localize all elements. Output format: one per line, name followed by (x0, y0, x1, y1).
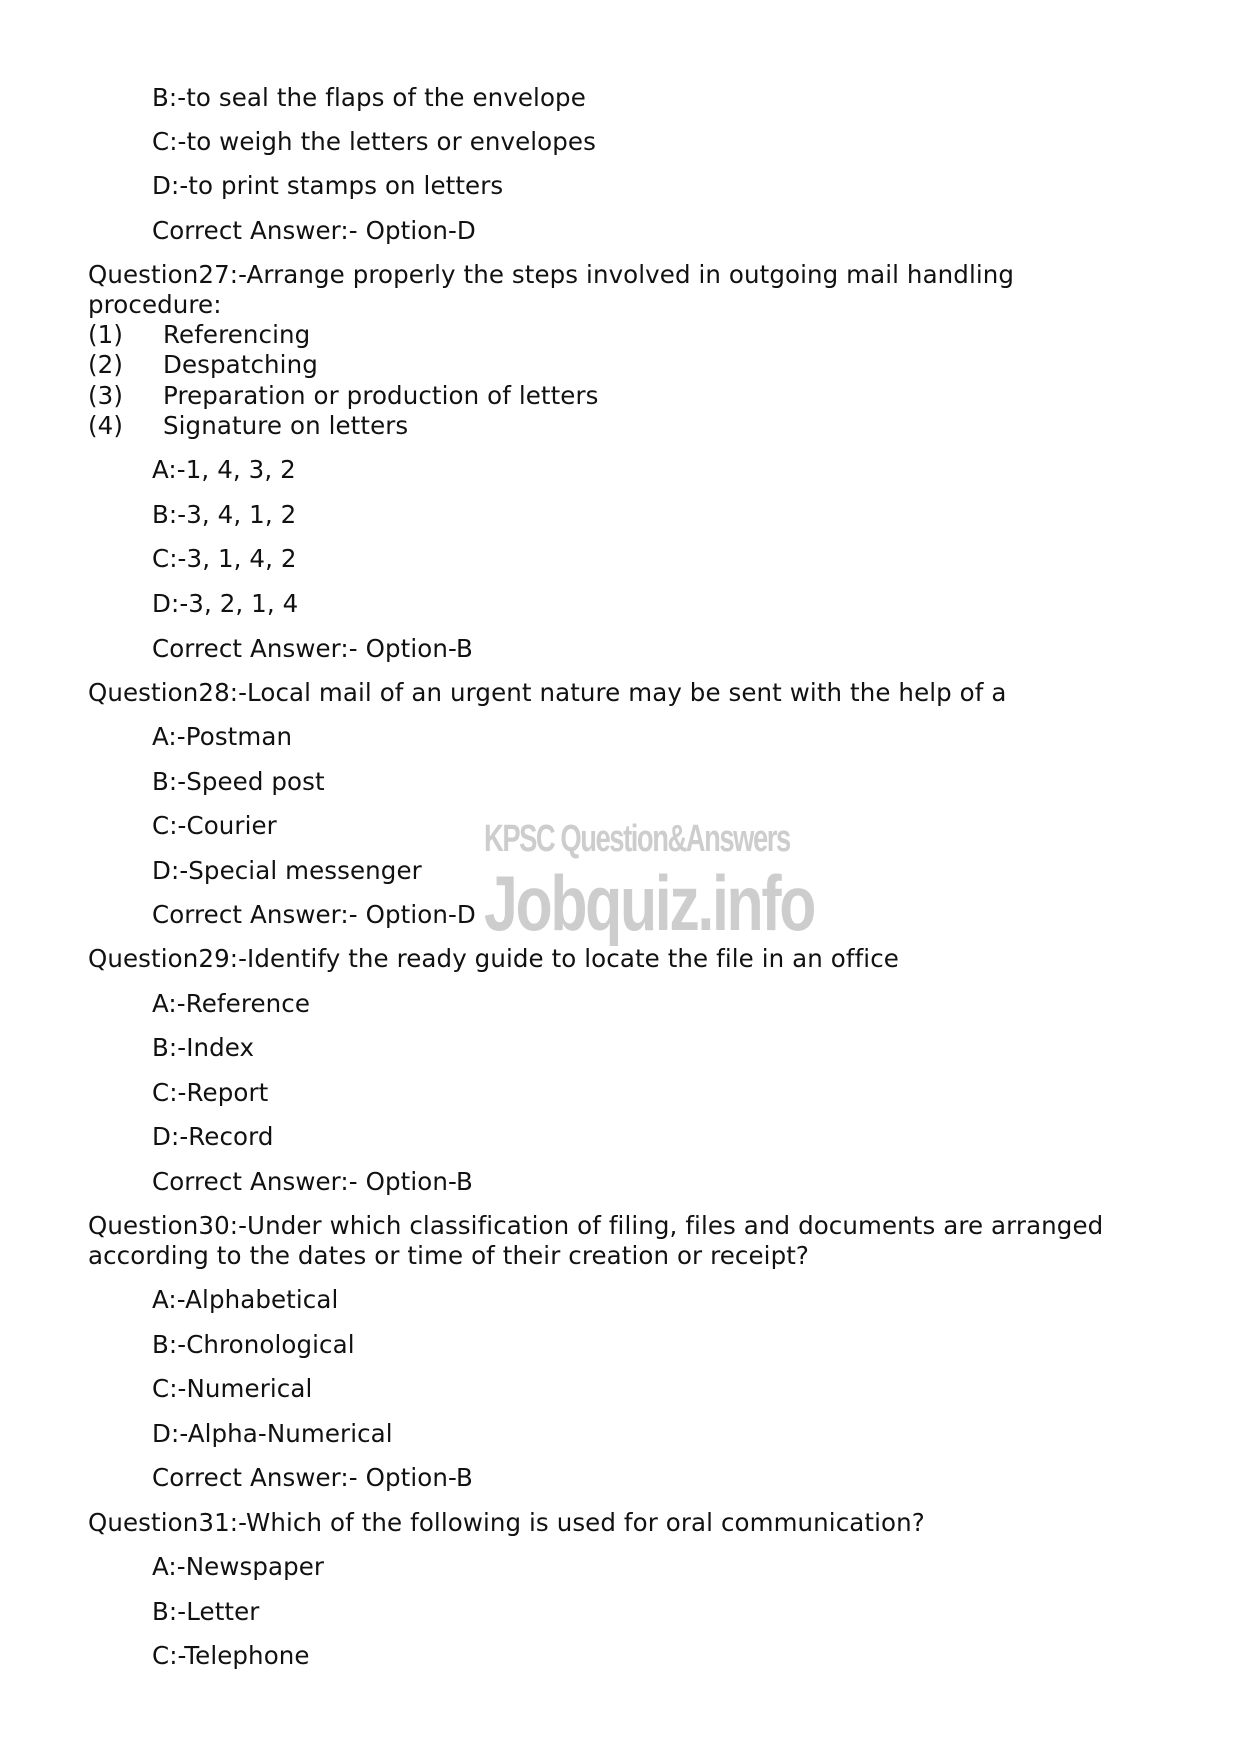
q30-option-b: B:-Chronological (152, 1330, 355, 1359)
q27-text-line1: Question27:-Arrange properly the steps involved in outgoing mail handling (88, 260, 1015, 289)
q29-option-a: A:-Reference (152, 989, 310, 1018)
q27-step-text: Signature on letters (163, 411, 409, 440)
q26-correct-answer: Correct Answer:- Option-D (152, 216, 476, 245)
q27-step-text: Referencing (163, 320, 311, 349)
q27-step-text: Preparation or production of letters (163, 381, 599, 410)
q27-option-b: B:-3, 4, 1, 2 (152, 500, 297, 529)
q27-step-number: (3) (88, 381, 124, 410)
q27-step-text: Despatching (163, 350, 318, 379)
q30-option-d: D:-Alpha-Numerical (152, 1419, 393, 1448)
q27-option-c: C:-3, 1, 4, 2 (152, 544, 297, 573)
q28-text: Question28:-Local mail of an urgent nature may be sent with the help of a (88, 678, 1007, 707)
q28-option-b: B:-Speed post (152, 767, 325, 796)
q27-step-number: (1) (88, 320, 124, 349)
q31-text: Question31:-Which of the following is used for oral communication? (88, 1508, 925, 1537)
q29-option-c: C:-Report (152, 1078, 269, 1107)
q27-step-number: (4) (88, 411, 124, 440)
watermark-line1: KPSC Question&Answers (484, 818, 790, 860)
q27-correct-answer: Correct Answer:- Option-B (152, 634, 473, 663)
q30-text-line2: according to the dates or time of their creation or receipt? (88, 1241, 810, 1270)
q27-option-d: D:-3, 2, 1, 4 (152, 589, 299, 618)
q29-option-b: B:-Index (152, 1033, 255, 1062)
q31-option-c: C:-Telephone (152, 1641, 310, 1670)
q26-option-b: B:-to seal the flaps of the envelope (152, 83, 586, 112)
q26-option-d: D:-to print stamps on letters (152, 171, 504, 200)
watermark-line2: Jobquiz.info (484, 859, 815, 947)
q30-correct-answer: Correct Answer:- Option-B (152, 1463, 473, 1492)
q29-text: Question29:-Identify the ready guide to locate the file in an office (88, 944, 899, 973)
q31-option-a: A:-Newspaper (152, 1552, 325, 1581)
q28-option-a: A:-Postman (152, 722, 293, 751)
q27-text-line2: procedure: (88, 290, 222, 319)
q28-correct-answer: Correct Answer:- Option-D (152, 900, 476, 929)
q29-correct-answer: Correct Answer:- Option-B (152, 1167, 473, 1196)
q31-option-b: B:-Letter (152, 1597, 260, 1626)
q28-option-d: D:-Special messenger (152, 856, 422, 885)
q26-option-c: C:-to weigh the letters or envelopes (152, 127, 596, 156)
q30-option-a: A:-Alphabetical (152, 1285, 339, 1314)
q29-option-d: D:-Record (152, 1122, 274, 1151)
q27-option-a: A:-1, 4, 3, 2 (152, 455, 296, 484)
q28-option-c: C:-Courier (152, 811, 277, 840)
q30-text-line1: Question30:-Under which classification of filing, files and documents are arranged (88, 1211, 1104, 1240)
q27-step-number: (2) (88, 350, 124, 379)
q30-option-c: C:-Numerical (152, 1374, 313, 1403)
